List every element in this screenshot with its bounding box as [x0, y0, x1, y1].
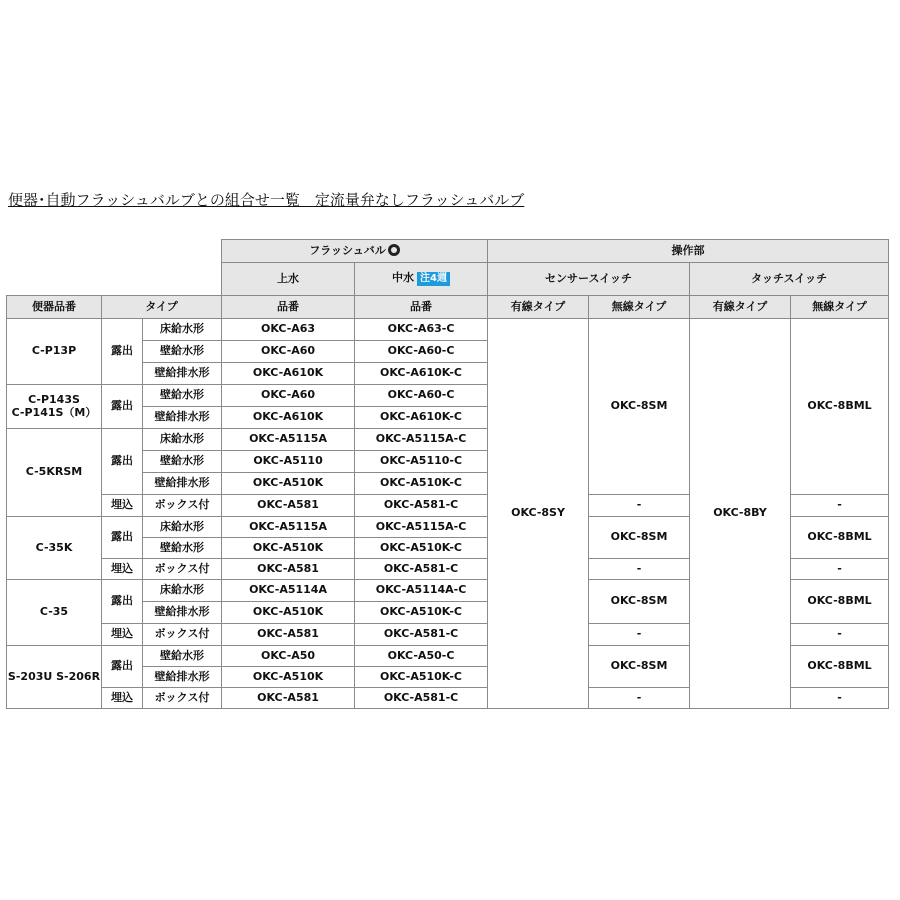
part-cell: OKC-A50 — [222, 646, 355, 667]
install-cell: 露出 — [102, 646, 143, 688]
sensor-wired-cell: OKC-8SY — [488, 319, 589, 709]
type-cell: 床給水形 — [143, 517, 222, 538]
part-no-header: 品番 — [222, 296, 355, 319]
touch-wireless-cell: OKC-8BML — [791, 517, 889, 559]
type-cell: 壁給排水形 — [143, 363, 222, 385]
model-cell: C-P143S C-P141S（M） — [7, 385, 102, 429]
wired-header: 有線タイプ — [488, 296, 589, 319]
part-cell: OKC-A581-C — [355, 624, 488, 646]
combination-table — [6, 239, 889, 709]
part-cell: OKC-A510K-C — [355, 602, 488, 624]
wireless-header: 無線タイプ — [791, 296, 889, 319]
part-cell: OKC-A50-C — [355, 646, 488, 667]
part-cell: OKC-A5115A-C — [355, 429, 488, 451]
sensor-wireless-cell: - — [589, 688, 690, 709]
part-cell: OKC-A581 — [222, 559, 355, 580]
chuusui-header: 中水 注4週 — [355, 263, 488, 296]
part-cell: OKC-A581-C — [355, 688, 488, 709]
part-no-header: 品番 — [355, 296, 488, 319]
note-badge[interactable]: 注4週 — [417, 272, 450, 286]
type-cell: 壁給水形 — [143, 451, 222, 473]
part-cell: OKC-A510K — [222, 473, 355, 495]
type-cell: ボックス付 — [143, 559, 222, 580]
type-cell: 壁給排水形 — [143, 407, 222, 429]
install-cell: 露出 — [102, 517, 143, 559]
type-cell: 床給水形 — [143, 580, 222, 602]
page-title: 便器･自動フラッシュバルブとの組合せ一覧 定流量弁なしフラッシュバルブ — [8, 191, 525, 209]
model-cell: S-203U S-206R — [7, 646, 102, 709]
type-cell: 壁給水形 — [143, 538, 222, 559]
part-cell: OKC-A5110 — [222, 451, 355, 473]
part-cell: OKC-A581-C — [355, 495, 488, 517]
touch-switch-header: タッチスイッチ — [690, 263, 889, 296]
sensor-wireless-cell: OKC-8SM — [589, 319, 690, 495]
wireless-header: 無線タイプ — [589, 296, 690, 319]
touch-wireless-cell: OKC-8BML — [791, 580, 889, 624]
model-cell: C-5KRSM — [7, 429, 102, 517]
part-cell: OKC-A510K-C — [355, 473, 488, 495]
touch-wireless-cell: OKC-8BML — [791, 319, 889, 495]
touch-wireless-cell: - — [791, 624, 889, 646]
type-cell: 壁給水形 — [143, 385, 222, 407]
part-cell: OKC-A581 — [222, 688, 355, 709]
touch-wireless-cell: - — [791, 688, 889, 709]
touch-wireless-cell: OKC-8BML — [791, 646, 889, 688]
part-cell: OKC-A60-C — [355, 385, 488, 407]
sensor-wireless-cell: - — [589, 624, 690, 646]
install-cell: 埋込 — [102, 559, 143, 580]
blank-corner — [7, 240, 222, 296]
type-cell: 壁給排水形 — [143, 667, 222, 688]
part-cell: OKC-A63 — [222, 319, 355, 341]
sensor-switch-header: センサースイッチ — [488, 263, 690, 296]
part-cell: OKC-A60 — [222, 341, 355, 363]
type-cell: ボックス付 — [143, 624, 222, 646]
model-cell: C-35K — [7, 517, 102, 580]
sensor-wireless-cell: - — [589, 495, 690, 517]
sensor-wireless-cell: OKC-8SM — [589, 646, 690, 688]
touch-wired-cell: OKC-8BY — [690, 319, 791, 709]
model-cell: C-35 — [7, 580, 102, 646]
type-cell: 壁給排水形 — [143, 473, 222, 495]
part-cell: OKC-A60-C — [355, 341, 488, 363]
model-cell: C-P13P — [7, 319, 102, 385]
flush-valve-header: フラッシュバル — [222, 240, 488, 263]
type-cell: 壁給排水形 — [143, 602, 222, 624]
install-cell: 露出 — [102, 429, 143, 495]
part-cell: OKC-A5114A-C — [355, 580, 488, 602]
touch-wireless-cell: - — [791, 495, 889, 517]
part-cell: OKC-A5110-C — [355, 451, 488, 473]
part-cell: OKC-A581-C — [355, 559, 488, 580]
type-cell: 床給水形 — [143, 429, 222, 451]
sensor-wireless-cell: - — [589, 559, 690, 580]
part-cell: OKC-A5115A-C — [355, 517, 488, 538]
sensor-wireless-cell: OKC-8SM — [589, 580, 690, 624]
toilet-model-header: 便器品番 — [7, 296, 102, 319]
wired-header: 有線タイプ — [690, 296, 791, 319]
part-cell: OKC-A510K — [222, 667, 355, 688]
touch-wireless-cell: - — [791, 559, 889, 580]
table-row — [7, 319, 889, 341]
type-cell: ボックス付 — [143, 495, 222, 517]
type-header: タイプ — [102, 296, 222, 319]
jousui-header: 上水 — [222, 263, 355, 296]
part-cell: OKC-A5114A — [222, 580, 355, 602]
valve-icon — [388, 244, 400, 256]
part-cell: OKC-A610K-C — [355, 363, 488, 385]
part-cell: OKC-A581 — [222, 495, 355, 517]
part-cell: OKC-A5115A — [222, 429, 355, 451]
install-cell: 埋込 — [102, 688, 143, 709]
part-cell: OKC-A5115A — [222, 517, 355, 538]
install-cell: 露出 — [102, 580, 143, 624]
operation-header: 操作部 — [488, 240, 889, 263]
part-cell: OKC-A510K — [222, 538, 355, 559]
install-cell: 露出 — [102, 385, 143, 429]
type-cell: 床給水形 — [143, 319, 222, 341]
part-cell: OKC-A610K — [222, 407, 355, 429]
type-cell: 壁給水形 — [143, 341, 222, 363]
type-cell: 壁給水形 — [143, 646, 222, 667]
install-cell: 埋込 — [102, 495, 143, 517]
part-cell: OKC-A510K-C — [355, 538, 488, 559]
sensor-wireless-cell: OKC-8SM — [589, 517, 690, 559]
part-cell: OKC-A510K-C — [355, 667, 488, 688]
install-cell: 埋込 — [102, 624, 143, 646]
part-cell: OKC-A60 — [222, 385, 355, 407]
install-cell: 露出 — [102, 319, 143, 385]
part-cell: OKC-A610K — [222, 363, 355, 385]
part-cell: OKC-A610K-C — [355, 407, 488, 429]
type-cell: ボックス付 — [143, 688, 222, 709]
part-cell: OKC-A510K — [222, 602, 355, 624]
part-cell: OKC-A63-C — [355, 319, 488, 341]
part-cell: OKC-A581 — [222, 624, 355, 646]
